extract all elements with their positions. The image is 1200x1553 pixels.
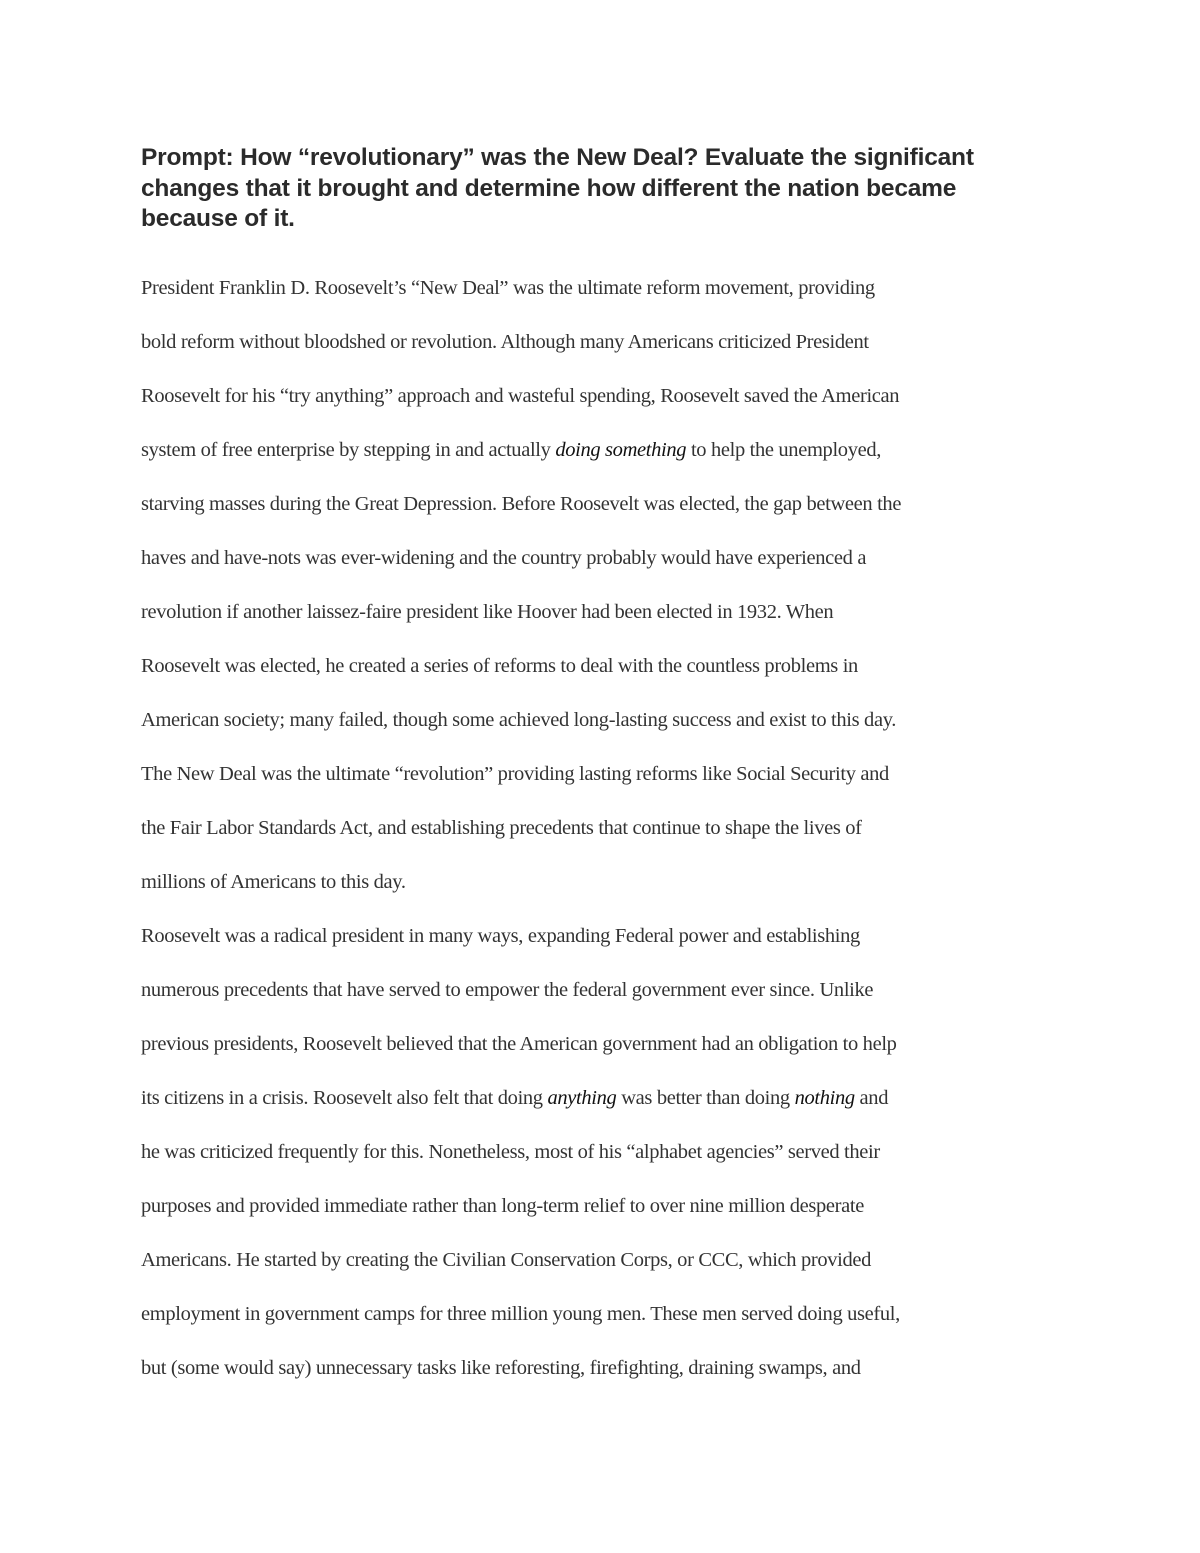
text-span: President Franklin D. Roosevelt’s “New Deal” was the ultimate reform movement, providing [141, 277, 875, 299]
text-span: employment in government camps for three million young men. These men served doing useful, [141, 1303, 900, 1325]
prompt-line: Prompt: How “revolutionary” was the New Deal? Evaluate the significant [141, 144, 974, 171]
text-line [141, 438, 881, 462]
emphasis-text: anything [547, 1087, 617, 1109]
text-line [141, 276, 875, 300]
text-line [141, 816, 862, 840]
text-line [141, 546, 866, 570]
text-span: numerous precedents that have served to empower the federal government ever since. Unlike [141, 979, 874, 1001]
text-span: haves and have-nots was ever-widening and the country probably would have experienced a [141, 547, 867, 569]
text-line [141, 978, 873, 1002]
text-span: but (some would say) unnecessary tasks like reforesting, firefighting, draining swamps, and [141, 1357, 861, 1379]
text-line [141, 1140, 880, 1164]
text-line [141, 708, 896, 732]
text-line [141, 654, 858, 678]
text-span: Roosevelt was elected, he created a series of reforms to deal with the countless problems in [141, 655, 858, 677]
text-line [141, 1086, 888, 1110]
text-line [141, 1194, 864, 1218]
text-line [141, 870, 406, 894]
text-line [141, 492, 901, 516]
text-span: revolution if another laissez-faire president like Hoover had been elected in 1932. When [141, 601, 834, 623]
text-span: Roosevelt for his “try anything” approach and wasteful spending, Roosevelt saved the American [141, 385, 900, 407]
text-span: Roosevelt was a radical president in many ways, expanding Federal power and establishing [141, 925, 860, 947]
text-span: purposes and provided immediate rather than long-term relief to over nine million desperate [141, 1195, 864, 1217]
text-span: Americans. He started by creating the Civilian Conservation Corps, or CCC, which provided [141, 1249, 872, 1271]
text-line [141, 1356, 861, 1380]
text-line [141, 1032, 897, 1056]
prompt-line: because of it. [141, 205, 295, 232]
text-span: he was criticized frequently for this. Nonetheless, most of his “alphabet agencies” served their [141, 1141, 880, 1163]
text-span: millions of Americans to this day. [141, 871, 406, 893]
text-span: system of free enterprise by stepping in and actually [141, 439, 556, 461]
text-span: was better than doing [616, 1087, 795, 1109]
emphasis-text: doing something [555, 439, 687, 461]
text-line [141, 1302, 900, 1326]
text-span: its citizens in a crisis. Roosevelt also felt that doing [141, 1087, 548, 1109]
text-line [141, 1248, 871, 1272]
prompt-line: changes that it brought and determine how different the nation became [141, 174, 957, 202]
emphasis-text: nothing [794, 1087, 855, 1109]
text-line [141, 330, 869, 354]
text-span: and [854, 1087, 889, 1109]
text-span: bold reform without bloodshed or revolution. Although many Americans criticized President [141, 331, 869, 353]
text-span: American society; many failed, though some achieved long-lasting success and exist to this day. [141, 709, 897, 731]
text-span: the Fair Labor Standards Act, and establishing precedents that continue to shape the lives of [141, 817, 862, 839]
text-span: to help the unemployed, [686, 439, 882, 461]
text-span: The New Deal was the ultimate “revolution” providing lasting reforms like Social Security and [141, 763, 889, 785]
text-line [141, 762, 889, 786]
text-line [141, 924, 860, 948]
text-line [141, 384, 899, 408]
text-span: previous presidents, Roosevelt believed that the American government had an obligation to help [141, 1033, 897, 1055]
prompt-heading [141, 143, 1081, 235]
text-line [141, 600, 833, 624]
text-span: starving masses during the Great Depression. Before Roosevelt was elected, the gap between the [141, 493, 902, 515]
